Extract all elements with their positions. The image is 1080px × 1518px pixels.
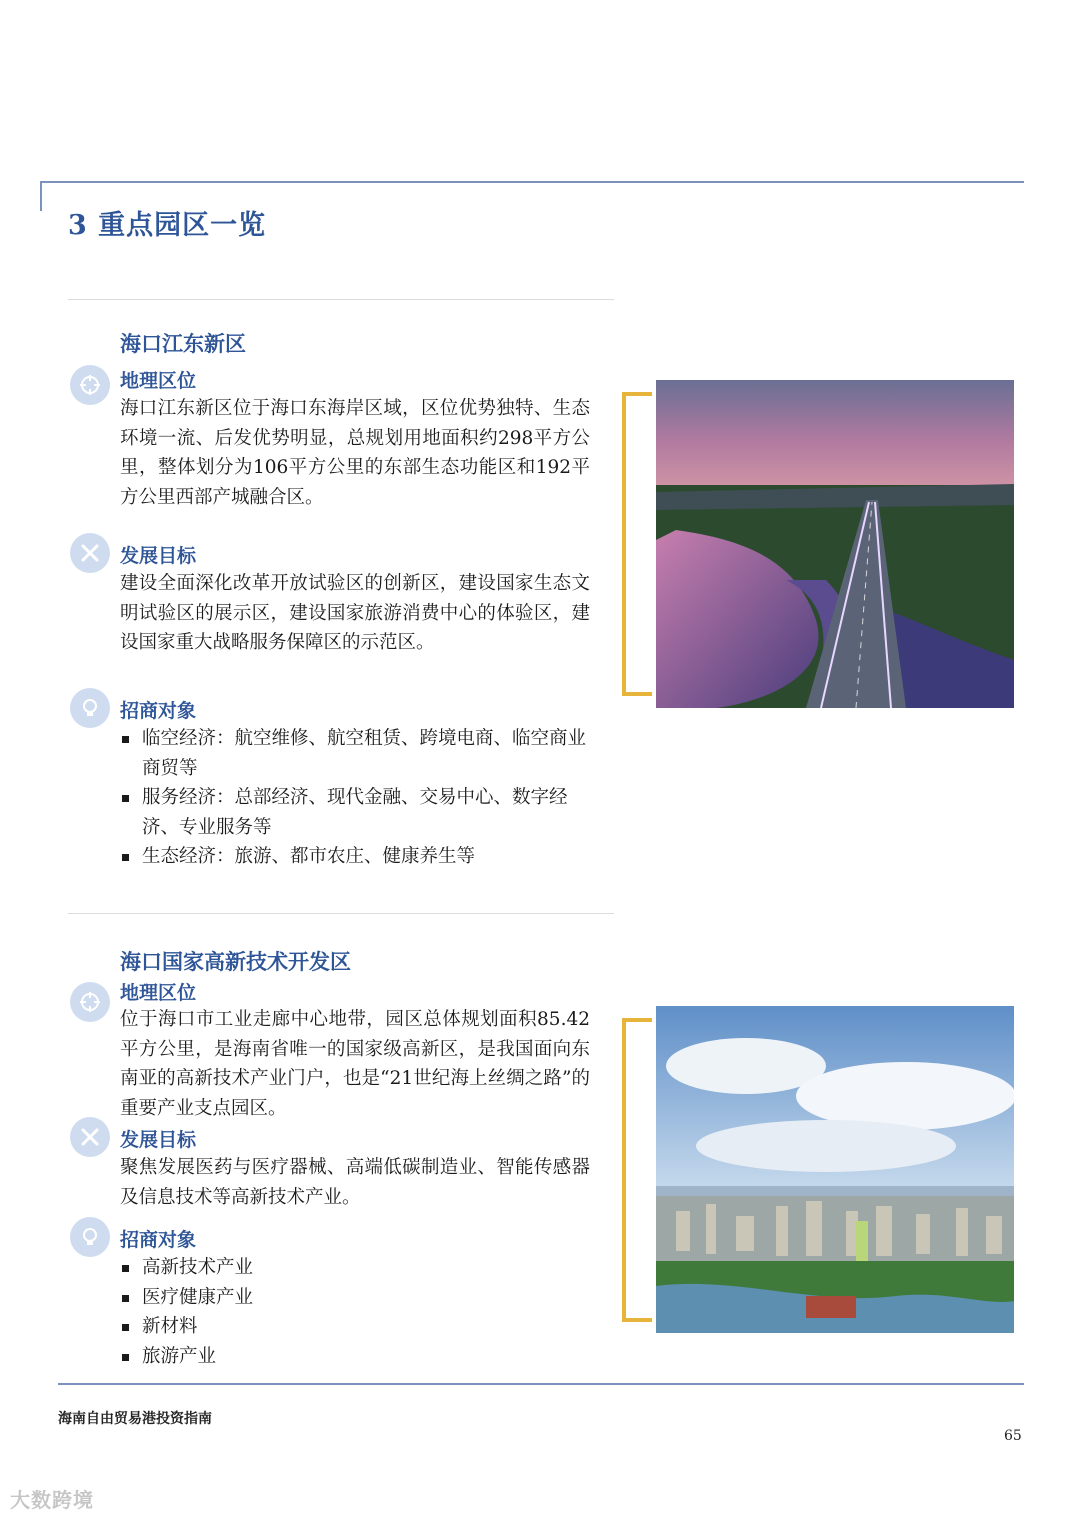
bridge-dusk-photo — [656, 380, 1014, 708]
location-compass-icon — [70, 982, 110, 1022]
invest-item: 临空经济：航空维修、航空租赁、跨境电商、临空商业商贸等 — [120, 724, 590, 783]
tools-icon — [70, 1117, 110, 1157]
goal-text: 聚焦发展医药与医疗器械、高端低碳制造业、智能传感器及信息技术等高新技术产业。 — [120, 1157, 590, 1208]
invest-item: 新材料 — [120, 1312, 590, 1342]
invest-heading: 招商对象 — [120, 1229, 197, 1251]
park-divider — [68, 299, 614, 300]
photo-bracket — [622, 392, 652, 696]
footer-title: 海南自由贸易港投资指南 — [58, 1411, 212, 1427]
location-text: 海口江东新区位于海口东海岸区域，区位优势独特、生态环境一流、后发优势明显，总规划用地面积约298平方公里，整体划分为106平方公里的东部生态功能区和192平方公里西部产城融合区。 — [120, 398, 590, 508]
location-heading: 地理区位 — [120, 370, 197, 392]
goal-heading: 发展目标 — [120, 545, 197, 567]
location-text: 位于海口市工业走廊中心地带，园区总体规划面积85.42平方公里，是海南省唯一的国家级高新区，是我国面向东南亚的高新技术产业门户，也是“21世纪海上丝绸之路”的重要产业支点园区。 — [120, 1009, 590, 1119]
photo-bracket — [622, 1018, 652, 1322]
location-heading: 地理区位 — [120, 982, 197, 1004]
park-title: 海口国家高新技术开发区 — [120, 949, 351, 974]
invest-item: 医疗健康产业 — [120, 1283, 590, 1313]
goal-text: 建设全面深化改革开放试验区的创新区，建设国家生态文明试验区的展示区，建设国家旅游消费中心的体验区，建设国家重大战略服务保障区的示范区。 — [120, 573, 590, 653]
location-compass-icon — [70, 365, 110, 405]
invest-list — [120, 1253, 590, 1371]
watermark: 大数跨境 — [10, 1488, 94, 1512]
section-title: 3 重点园区一览 — [68, 210, 267, 241]
goal-heading: 发展目标 — [120, 1129, 197, 1151]
park-title: 海口江东新区 — [120, 331, 246, 356]
top-rule-tick — [40, 181, 42, 211]
invest-item: 高新技术产业 — [120, 1253, 590, 1283]
invest-item: 生态经济：旅游、都市农庄、健康养生等 — [120, 842, 590, 872]
lightbulb-icon — [70, 1217, 110, 1257]
top-rule — [40, 181, 1024, 183]
lightbulb-icon — [70, 688, 110, 728]
invest-item: 服务经济：总部经济、现代金融、交易中心、数字经济、专业服务等 — [120, 783, 590, 842]
page-number: 65 — [1004, 1428, 1022, 1444]
park-divider — [68, 913, 614, 914]
city-skyline-photo — [656, 1006, 1014, 1333]
tools-icon — [70, 533, 110, 573]
invest-list — [120, 724, 590, 872]
invest-heading: 招商对象 — [120, 700, 197, 722]
bottom-rule — [58, 1383, 1024, 1385]
invest-item: 旅游产业 — [120, 1342, 590, 1372]
